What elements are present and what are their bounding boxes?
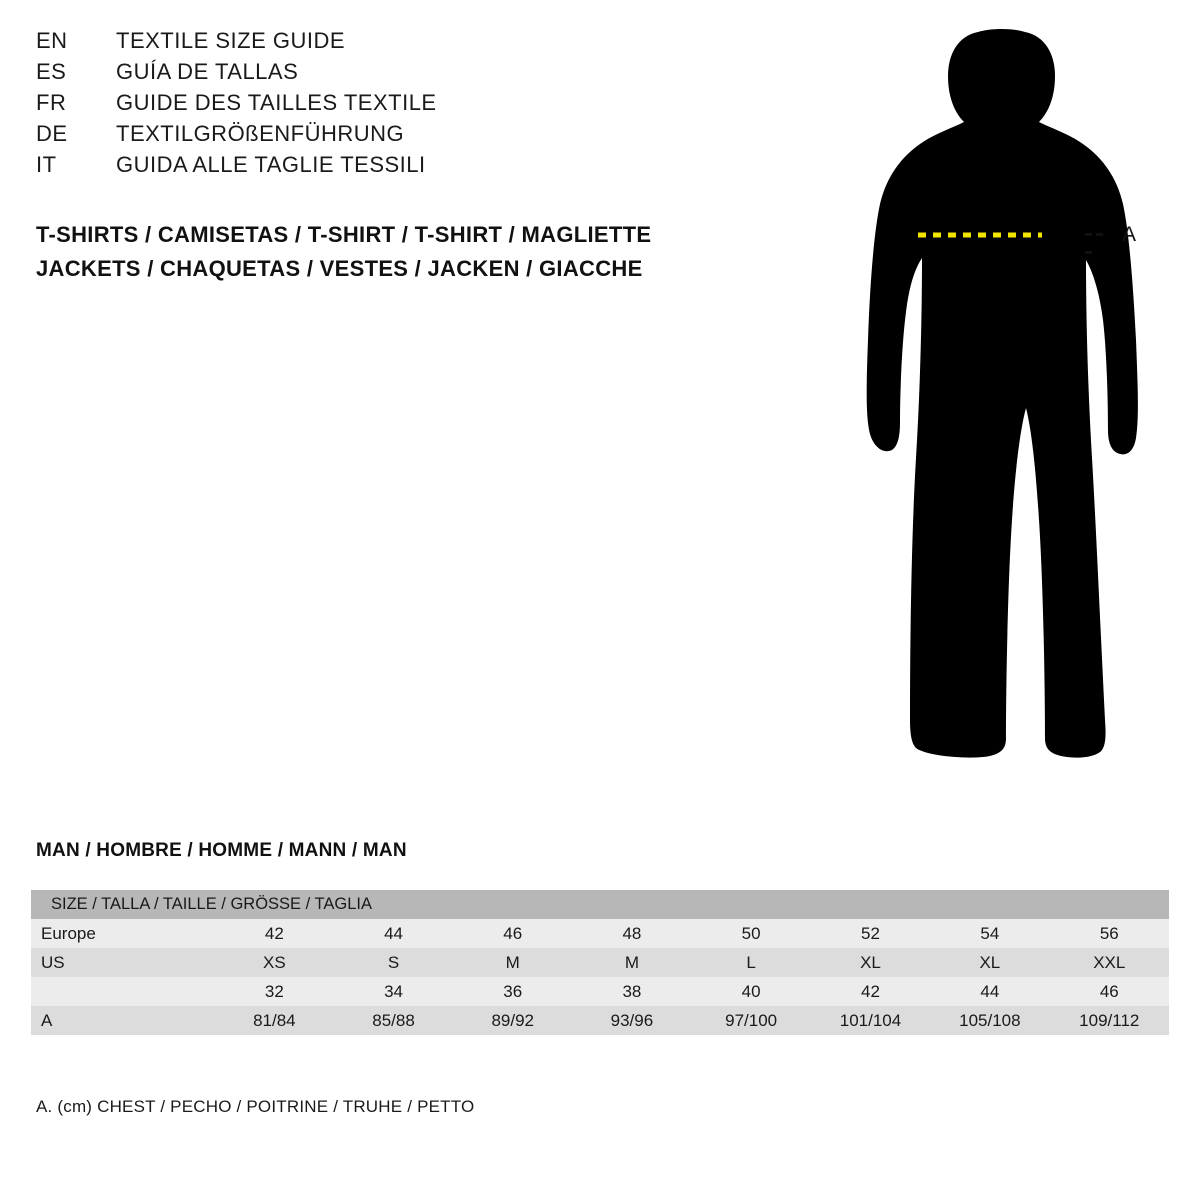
cell: 109/112 [1050, 1006, 1169, 1035]
language-title: GUÍA DE TALLAS [116, 59, 299, 84]
table-row [31, 1006, 1169, 1035]
language-code: IT [36, 152, 57, 177]
cell: XL [930, 948, 1049, 977]
cell: L [692, 948, 811, 977]
language-title: GUIDA ALLE TAGLIE TESSILI [116, 152, 426, 177]
cell: 38 [572, 977, 691, 1006]
cell: XXL [1050, 948, 1169, 977]
cell: 52 [811, 919, 930, 948]
row-label-numeric [31, 977, 215, 1006]
cell: 34 [334, 977, 453, 1006]
language-code: DE [36, 121, 68, 146]
cell: 42 [215, 919, 334, 948]
cell: S [334, 948, 453, 977]
cell: 32 [215, 977, 334, 1006]
table-header-label: SIZE / TALLA / TAILLE / GRÖSSE / TAGLIA [51, 895, 372, 913]
table-row [31, 977, 1169, 1006]
footnote-chest-measurement: A. (cm) CHEST / PECHO / POITRINE / TRUHE / PETTO [36, 1097, 475, 1116]
language-row-en [36, 28, 736, 59]
table-row [31, 919, 1169, 948]
cell: 44 [334, 919, 453, 948]
language-code: ES [36, 59, 67, 84]
section-title-man: MAN / HOMBRE / HOMME / MANN / MAN [36, 840, 407, 861]
cell: 93/96 [572, 1006, 691, 1035]
category-jackets: JACKETS / CHAQUETAS / VESTES / JACKEN / GIACCHE [36, 256, 643, 281]
cell: 46 [453, 919, 572, 948]
cell: 46 [1050, 977, 1169, 1006]
cell: 36 [453, 977, 572, 1006]
body-silhouette-figure [830, 20, 1170, 780]
cell: XS [215, 948, 334, 977]
cell: 44 [930, 977, 1049, 1006]
cell: 97/100 [692, 1006, 811, 1035]
cell: 89/92 [453, 1006, 572, 1035]
language-title: TEXTILE SIZE GUIDE [116, 28, 346, 53]
size-table [31, 890, 1169, 1035]
language-title: TEXTILGRÖßENFÜHRUNG [116, 121, 405, 146]
cell: 105/108 [930, 1006, 1049, 1035]
category-tshirts: T-SHIRTS / CAMISETAS / T-SHIRT / T-SHIRT / MAGLIETTE [36, 222, 652, 247]
cell: 85/88 [334, 1006, 453, 1035]
garment-categories [36, 218, 856, 286]
row-label-europe: Europe [31, 919, 215, 948]
cell: M [453, 948, 572, 977]
cell: XL [811, 948, 930, 977]
language-title-block [36, 28, 736, 183]
language-row-de [36, 121, 736, 152]
language-row-it [36, 152, 736, 183]
cell: 50 [692, 919, 811, 948]
table-row [31, 948, 1169, 977]
cell: 40 [692, 977, 811, 1006]
cell: 48 [572, 919, 691, 948]
row-label-a: A [31, 1006, 215, 1035]
cell: 101/104 [811, 1006, 930, 1035]
measure-label-a: A [1122, 223, 1137, 246]
cell: 81/84 [215, 1006, 334, 1035]
row-label-us: US [31, 948, 215, 977]
man-silhouette-icon [830, 20, 1170, 780]
language-title: GUIDE DES TAILLES TEXTILE [116, 90, 437, 115]
language-row-fr [36, 90, 736, 121]
cell: 56 [1050, 919, 1169, 948]
language-code: EN [36, 28, 68, 53]
table-header-row [31, 890, 1169, 919]
measure-leader-dashes [1085, 233, 1115, 236]
language-code: FR [36, 90, 67, 115]
language-row-es [36, 59, 736, 90]
cell: M [572, 948, 691, 977]
cell: 54 [930, 919, 1049, 948]
cell: 42 [811, 977, 930, 1006]
